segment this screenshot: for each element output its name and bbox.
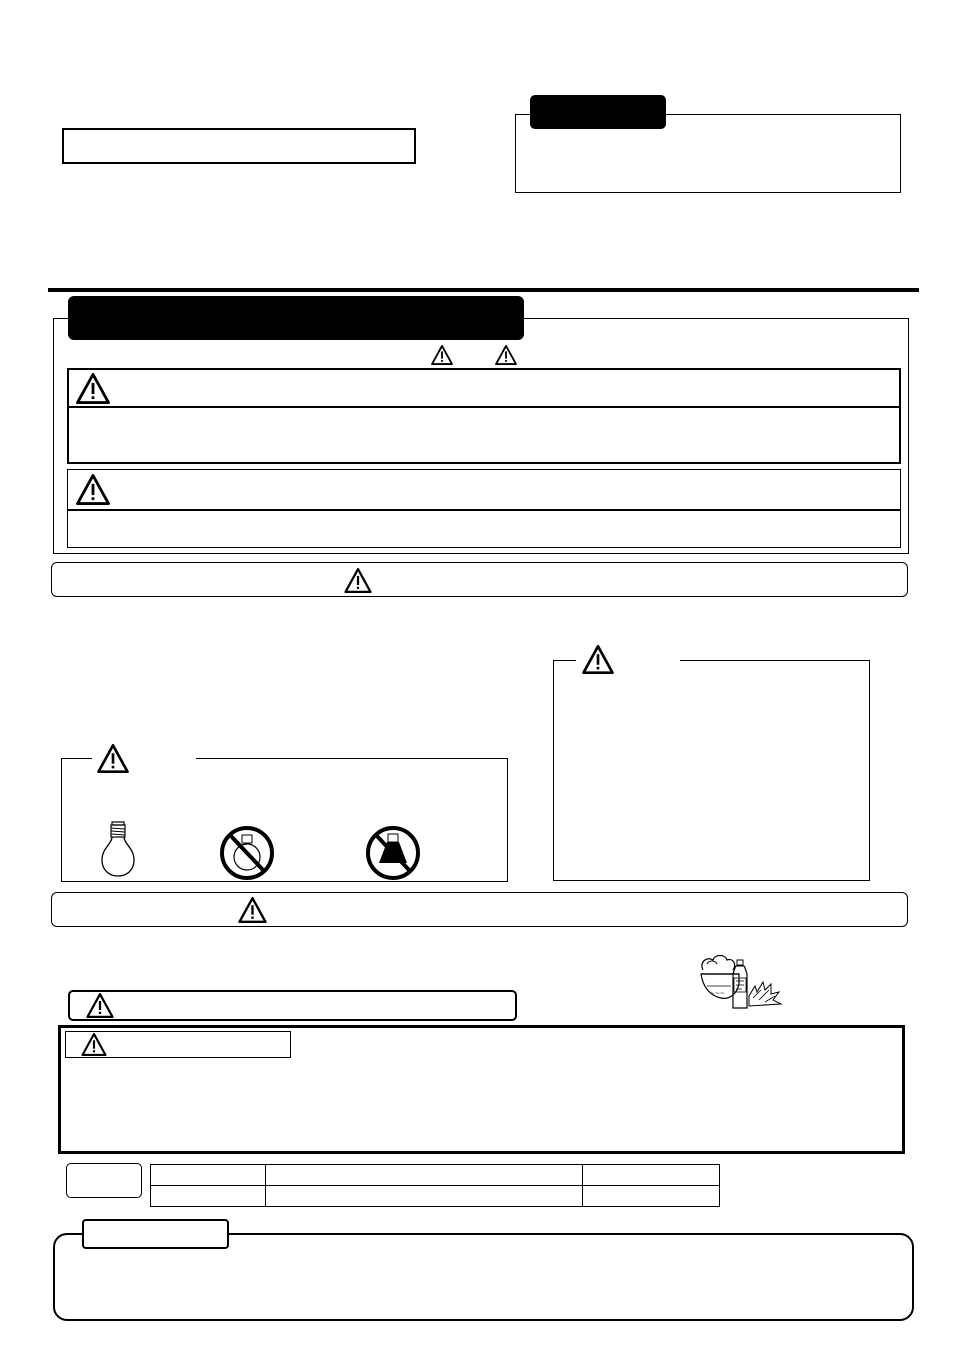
table-cell xyxy=(151,1186,266,1207)
warning-icon xyxy=(81,1033,107,1056)
caution-block-body xyxy=(67,509,901,548)
warning-icon xyxy=(344,568,372,593)
safety-header-bar xyxy=(68,296,524,340)
warning-icon xyxy=(495,345,517,365)
warning-icon xyxy=(238,897,267,923)
detergent-cleaning-illustration xyxy=(697,952,785,1012)
warning-block-header xyxy=(67,368,901,408)
warning-icon xyxy=(97,744,129,773)
table-cell xyxy=(583,1165,720,1186)
maintenance-warning-bar xyxy=(51,892,908,927)
prohibited-bulb-icon xyxy=(219,825,275,881)
table-cell xyxy=(266,1165,583,1186)
contact-label-tab xyxy=(82,1219,229,1249)
title-box xyxy=(62,128,416,164)
caution-block-header xyxy=(67,469,901,511)
warning-icon xyxy=(431,345,453,365)
svg-text:~~~: ~~~ xyxy=(710,990,726,997)
table-cell xyxy=(266,1186,583,1207)
warning-block-body xyxy=(67,406,901,464)
prohibited-reflector-bulb-icon xyxy=(365,825,421,881)
section-divider xyxy=(48,288,919,292)
warning-icon xyxy=(86,993,114,1018)
installation-warning-bar xyxy=(51,562,908,597)
right-caution-box xyxy=(553,660,870,881)
table-row xyxy=(151,1165,720,1186)
cleaning-caution-label xyxy=(68,990,517,1021)
warning-icon xyxy=(76,474,110,505)
light-bulb-icon xyxy=(96,820,140,878)
table-cell xyxy=(583,1186,720,1207)
warning-icon xyxy=(582,645,614,674)
spec-label-box xyxy=(66,1163,142,1198)
warning-icon xyxy=(76,373,110,404)
spec-table xyxy=(150,1164,720,1207)
table-cell xyxy=(151,1165,266,1186)
notice-header-tab xyxy=(530,95,666,129)
table-row xyxy=(151,1186,720,1207)
